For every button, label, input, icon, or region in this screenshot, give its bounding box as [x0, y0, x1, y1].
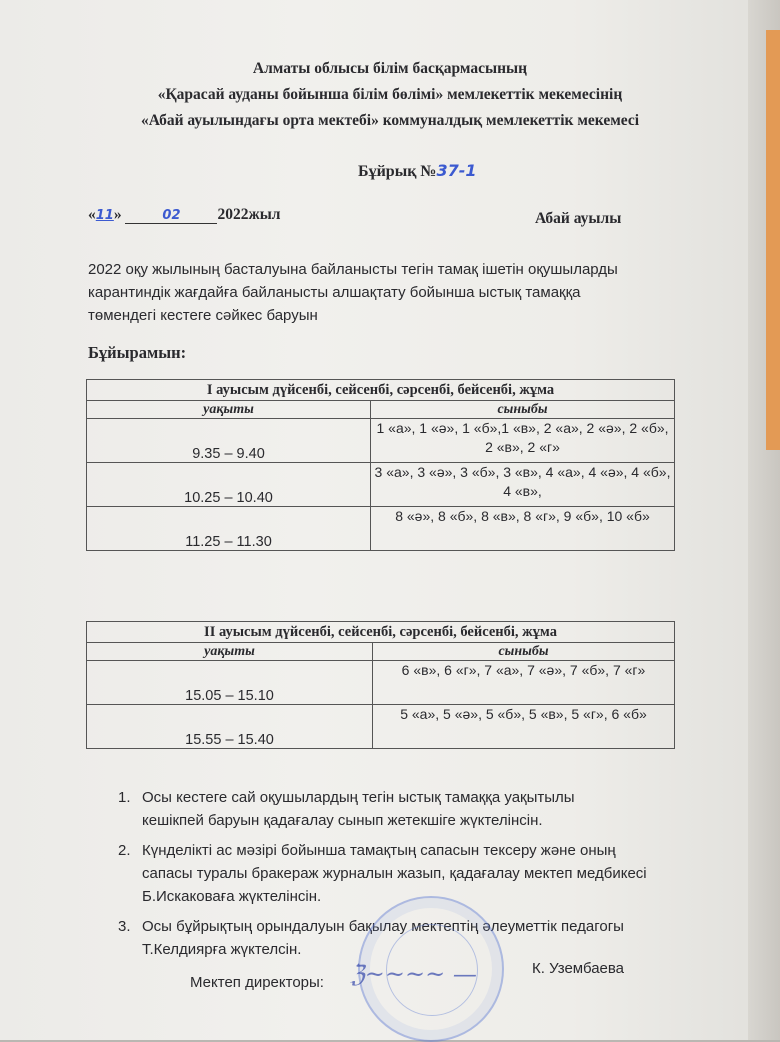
header-line-1: Алматы облысы білім басқармасының — [252, 60, 528, 77]
item-3-line-2: Т.Келдиярға жүктелсін. — [142, 941, 302, 958]
signature-icon: ℨ~~~~ — — [350, 960, 477, 988]
shift1-col-time: уақыты — [87, 401, 371, 419]
shift1-time: 9.35 – 9.40 — [87, 419, 371, 463]
shift1-col-class: сыныбы — [371, 401, 675, 419]
item-2-number: 2. — [118, 842, 131, 859]
shift2-table — [86, 621, 675, 749]
item-3-number: 3. — [118, 918, 131, 935]
table-row — [87, 463, 675, 507]
item-2-line-2: сапасы туралы бракераж журналын жазып, қадағалау мектеп медбикесі — [142, 865, 647, 882]
shift1-caption: I ауысым дүйсенбі, сейсенбі, сәрсенбі, бейсенбі, жұма — [87, 380, 675, 401]
table-row — [87, 705, 675, 749]
date-close-quote: » — [113, 206, 122, 223]
order-title-text: Бұйрық № — [358, 163, 437, 180]
intro-line-2: карантиндік жағдайға байланысты алшақтату бойынша ыстық тамаққа — [88, 284, 581, 301]
order-number-handwritten: 37-1 — [436, 161, 477, 180]
header-line-2: «Қарасай ауданы бойынша білім бөлімі» мемлекеттік мекемесінің — [157, 86, 623, 103]
command-heading: Бұйырамын: — [88, 343, 187, 362]
shift2-time: 15.55 – 15.40 — [87, 705, 373, 749]
shift2-col-time: уақыты — [87, 643, 373, 661]
shift1-time: 11.25 – 11.30 — [87, 507, 371, 551]
order-place: Абай ауылы — [535, 210, 622, 227]
shift1-classes: 1 «а», 1 «ә», 1 «б»,1 «в», 2 «а», 2 «ә», 2 «б», 2 «в», 2 «г» — [371, 419, 675, 463]
table-row — [87, 507, 675, 551]
date-year: 2022жыл — [217, 206, 281, 223]
shift2-caption: II ауысым дүйсенбі, сейсенбі, сәрсенбі, бейсенбі, жұма — [87, 622, 675, 643]
item-1-line-2: кешікпей баруын қадағалау сынып жетекшіге жүктелінсін. — [142, 812, 543, 829]
header-line-3: «Абай ауылындағы орта мектебі» коммуналдық мемлекеттік мекемесі — [140, 112, 640, 129]
shift2-classes: 5 «а», 5 «ә», 5 «б», 5 «в», 5 «г», 6 «б» — [373, 705, 675, 749]
item-2-line-3: Б.Искаковаға жүктелінсін. — [142, 888, 322, 905]
signature-role: Мектеп директоры: — [190, 974, 324, 991]
intro-line-3: төмендегі кестеге сәйкес баруын — [88, 307, 318, 324]
item-2-line-1: Күнделікті ас мәзірі бойынша тамақтың сапасын тексеру және оның — [142, 842, 616, 859]
signature-name: К. Узембаева — [532, 960, 625, 977]
order-title — [358, 161, 477, 181]
item-1-number: 1. — [118, 789, 131, 806]
date-open-quote: « — [88, 206, 96, 223]
item-1-line-1: Осы кестеге сай оқушылардың тегін ыстық тамаққа уақытылы — [142, 789, 575, 806]
order-date — [88, 206, 281, 224]
table-row — [87, 419, 675, 463]
shift2-time: 15.05 – 15.10 — [87, 661, 373, 705]
date-month: 02 — [125, 208, 217, 224]
shift2-col-class: сыныбы — [373, 643, 675, 661]
shift1-time: 10.25 – 10.40 — [87, 463, 371, 507]
table-row — [87, 661, 675, 705]
shift1-table — [86, 379, 675, 551]
intro-line-1: 2022 оқу жылының басталуына байланысты тегін тамақ ішетін оқушыларды — [88, 261, 618, 278]
date-day: 11 — [95, 208, 114, 223]
shift1-classes: 8 «ә», 8 «б», 8 «в», 8 «г», 9 «б», 10 «б» — [371, 507, 675, 551]
item-3-line-1: Осы бұйрықтың орындалуын бақылау мектептің әлеуметтік педагогы — [142, 918, 624, 935]
shift1-classes: 3 «а», 3 «ә», 3 «б», 3 «в», 4 «а», 4 «ә», 4 «б», 4 «в», — [371, 463, 675, 507]
shift2-classes: 6 «в», 6 «г», 7 «а», 7 «ә», 7 «б», 7 «г» — [373, 661, 675, 705]
